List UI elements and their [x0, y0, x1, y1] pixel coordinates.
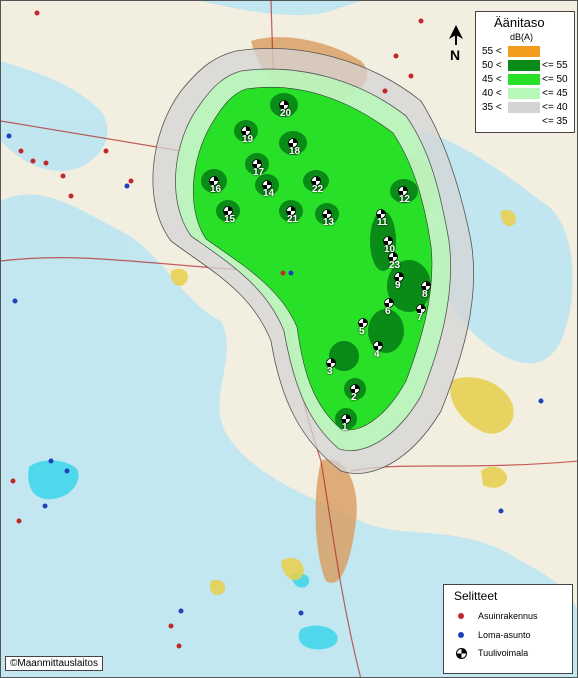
legend-lower: 55 <: [482, 46, 502, 57]
turbine-label: 18: [289, 146, 301, 157]
legend-upper: <= 55: [542, 60, 568, 71]
wind-turbine-icon: [456, 648, 467, 659]
legend-swatch: [508, 60, 540, 71]
red-dot-icon: [458, 613, 464, 619]
turbine-label: 15: [224, 214, 236, 225]
map-key-label: Asuinrakennus: [478, 611, 538, 621]
map-key: [443, 584, 573, 674]
turbine-label: 9: [395, 280, 401, 291]
turbine-label: 5: [359, 326, 365, 337]
legend-swatch: [508, 102, 540, 113]
legend-unit: dB(A): [510, 32, 534, 42]
turbine-label: 6: [385, 306, 391, 317]
legend-upper: <= 45: [542, 88, 568, 99]
turbine-label: 22: [312, 184, 324, 195]
legend-swatch: [508, 46, 540, 57]
turbine-label: 19: [242, 134, 254, 145]
turbine-label: 21: [287, 214, 299, 225]
legend-row: [478, 60, 572, 72]
map-key-label: Tuulivoimala: [478, 648, 529, 658]
legend-lower: 35 <: [482, 102, 502, 113]
turbine-label: 10: [384, 244, 396, 255]
noise-legend: [475, 11, 575, 133]
legend-lower: 50 <: [482, 60, 502, 71]
turbine-label: 13: [323, 217, 335, 228]
legend-row: [478, 46, 572, 58]
turbine-label: 11: [377, 217, 388, 228]
legend-upper: <= 50: [542, 74, 568, 85]
legend-row: [478, 116, 572, 128]
turbine-label: 20: [280, 108, 292, 119]
turbine-label: 7: [417, 312, 423, 323]
legend-title: Äänitaso: [494, 15, 545, 30]
copyright-notice: ©Maanmittauslaitos: [5, 656, 103, 671]
blue-dot-icon: [458, 632, 464, 638]
turbine-label: 2: [351, 392, 357, 403]
turbine-label: 14: [263, 188, 275, 199]
north-label: N: [450, 47, 461, 63]
turbine-label: 4: [374, 349, 380, 360]
legend-row: [478, 88, 572, 100]
map-key-title: Selitteet: [454, 589, 498, 603]
legend-swatch: [508, 88, 540, 99]
legend-lower: 40 <: [482, 88, 502, 99]
turbine-label: 8: [422, 289, 428, 300]
map-key-label: Loma-asunto: [478, 630, 531, 640]
legend-upper: <= 40: [542, 102, 568, 113]
turbine-label: 1: [342, 422, 348, 433]
turbine-label: 23: [389, 260, 401, 271]
turbine-label: 12: [399, 194, 411, 205]
north-arrow: [445, 25, 467, 71]
turbine-label: 16: [210, 184, 222, 195]
legend-row: [478, 102, 572, 114]
turbine-label: 3: [327, 366, 333, 377]
turbine-label: 17: [253, 167, 265, 178]
legend-swatch: [508, 74, 540, 85]
legend-lower: 45 <: [482, 74, 502, 85]
legend-upper: <= 35: [542, 116, 568, 127]
legend-row: [478, 74, 572, 86]
